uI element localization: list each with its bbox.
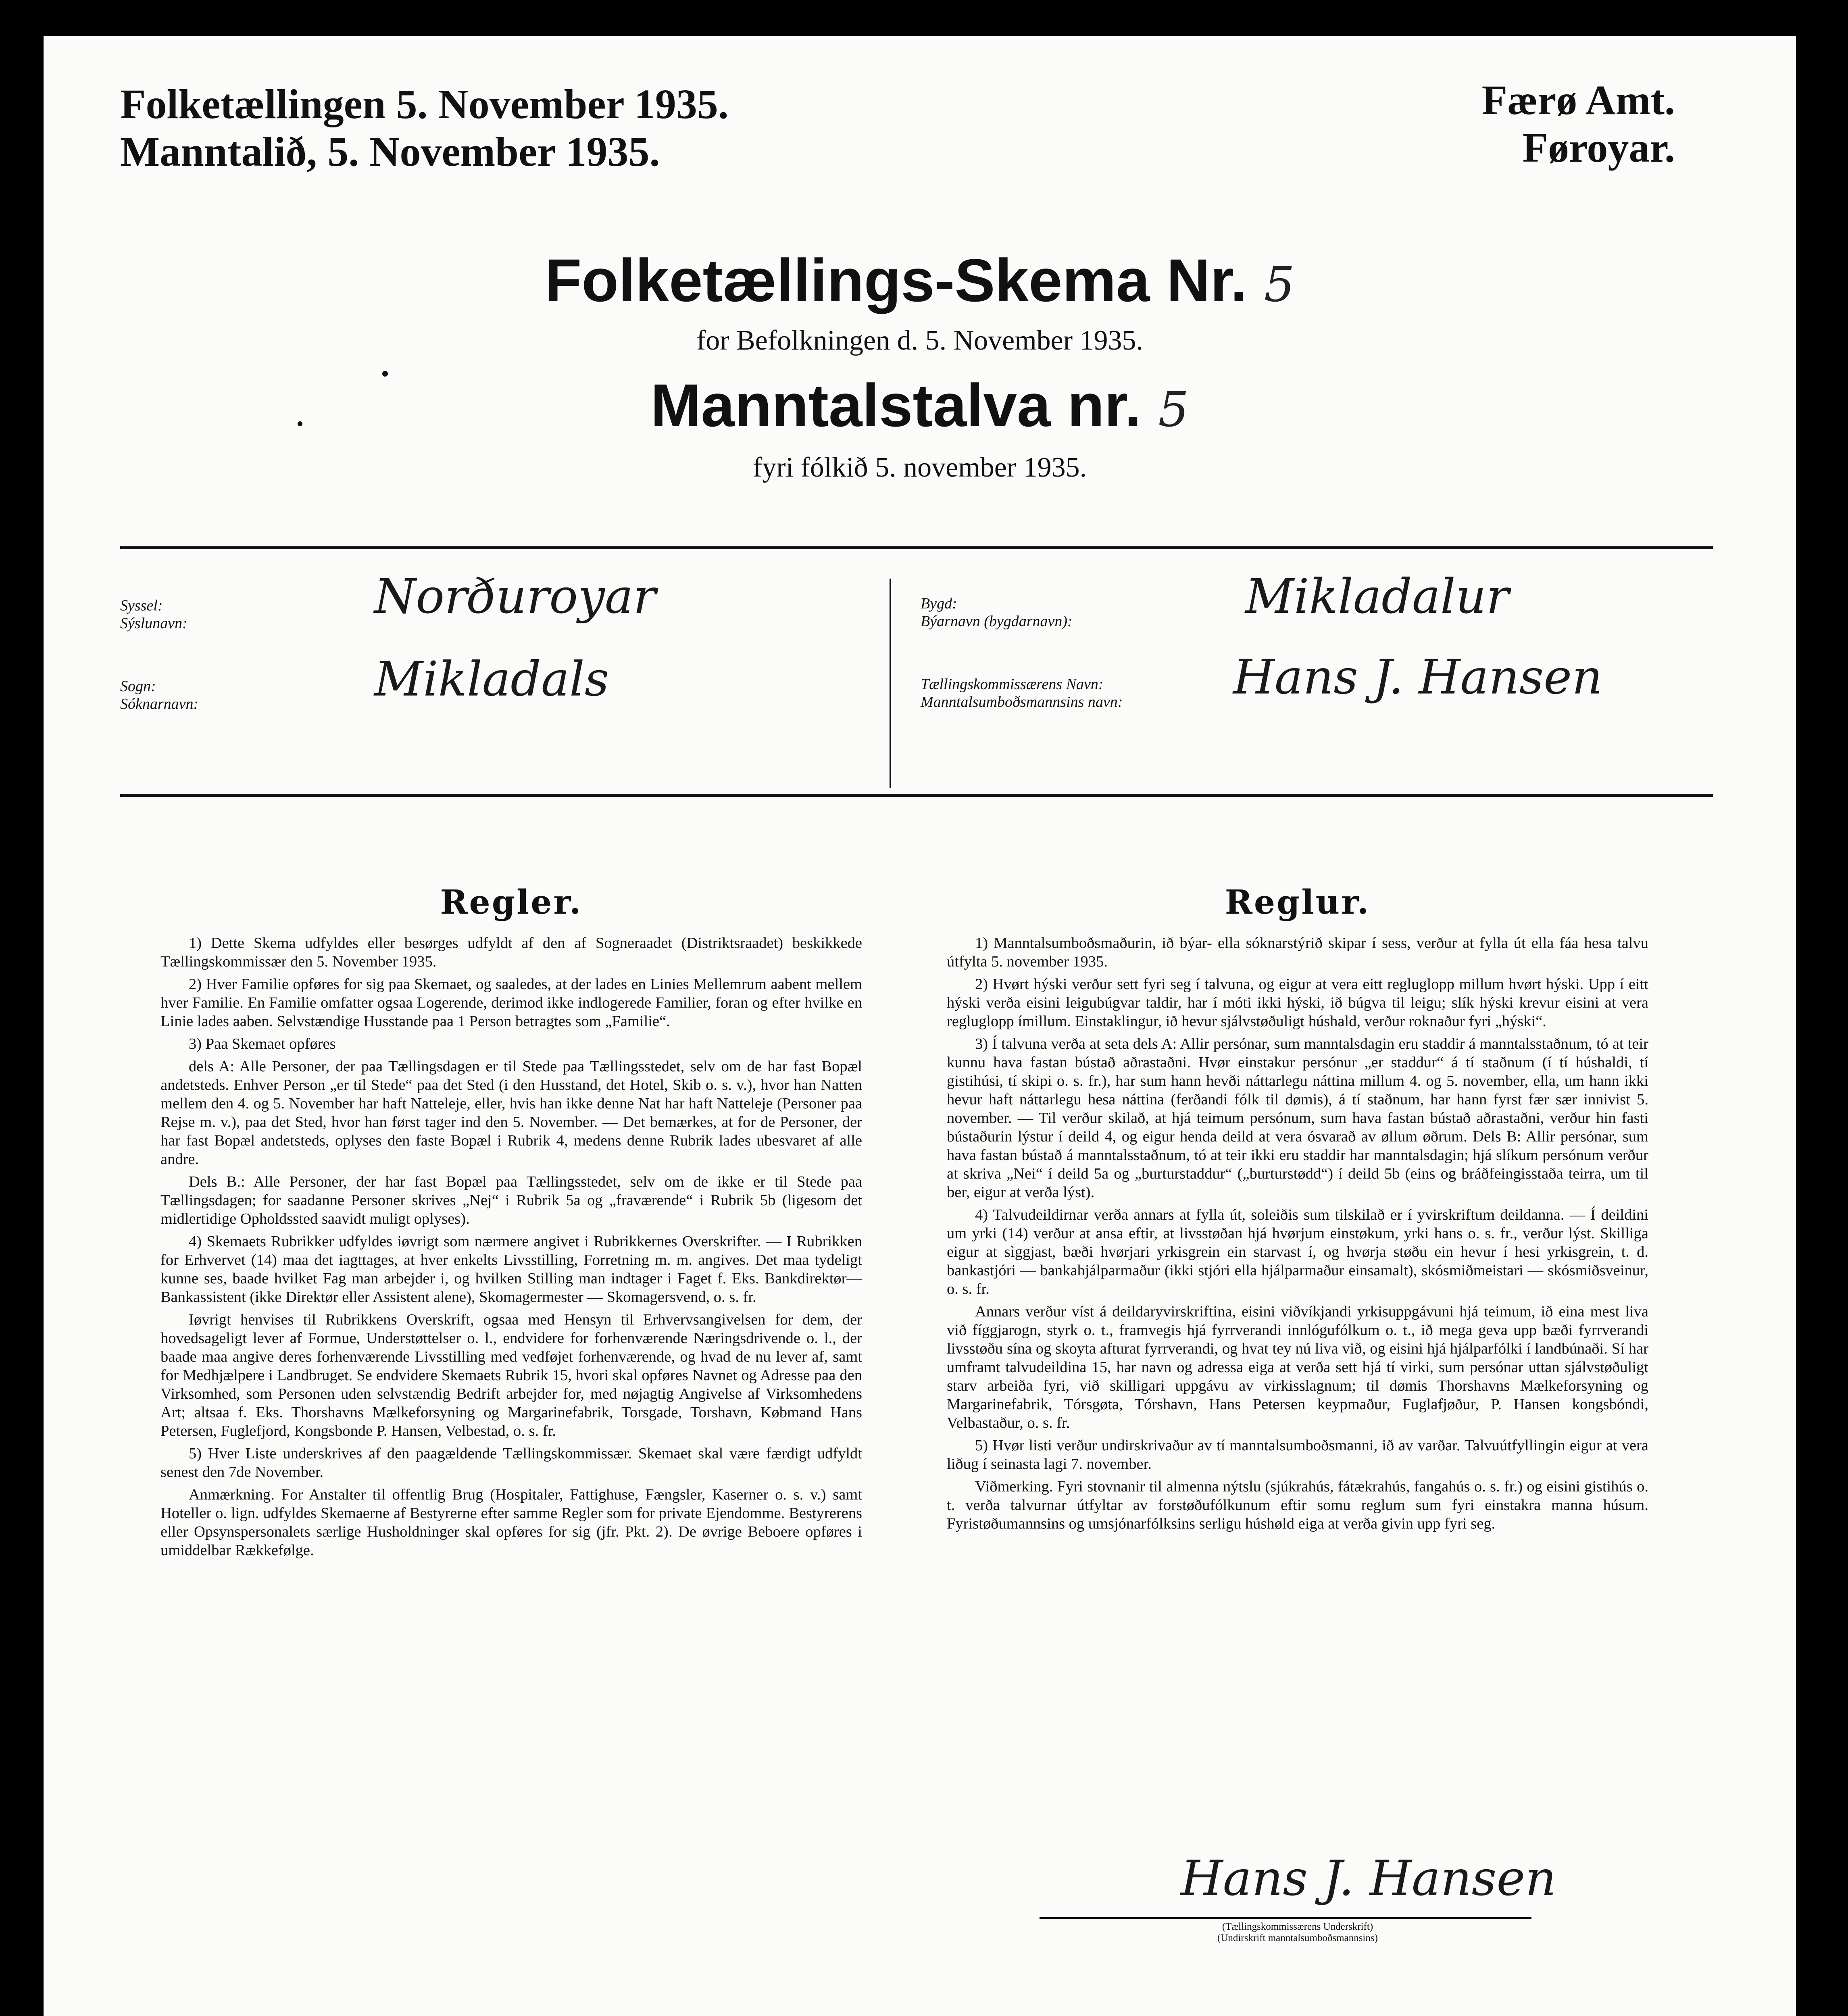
title-faroese-text: Manntalstalva nr. [650, 371, 1142, 439]
reglur-rule-2: 2) Hvørt hýski verður sett fyri seg í talvuna, og eigur at vera eitt regluglopp millum hvørt hýski. Upp í eitt hýski verða eisini leigubúgvar taldir, har í móti ikki hýski, ið búgva til leigu; slík hýski krevur eisini at vera regluglopp ímillum. Einstaklingur, ið hevur sjálvstøðuligt húshald, verður roknaður fyri „hýski“. [947, 976, 1648, 1030]
syssel-label [120, 597, 188, 632]
header-left [120, 81, 729, 176]
header-left-line1: Folketællingen 5. November 1935. [120, 81, 729, 127]
signature-line [1040, 1917, 1531, 1919]
kommissaer-value: Hans J. Hansen [1233, 649, 1603, 705]
reglur-section [947, 883, 1648, 1537]
sogn-label-da: Sogn: [120, 678, 156, 695]
kommissaer-label [921, 675, 1123, 711]
census-form-page [44, 36, 1796, 2016]
regler-rule-1: 1) Dette Skema udfyldes eller besørges udfyldt af den af Sogneraadet (Distriktsraadet) beskikkede Tællingskommissær den 5. November 1935. [160, 935, 862, 970]
sogn-value: Mikladals [374, 651, 609, 707]
regler-note: Anmærkning. For Anstalter til offentlig Brug (Hospitaler, Fattighuse, Fængsler, Kaserner o. s. v.) samt Hoteller o. lign. udfyldes Skemaerne af Bestyrerne efter samme Regler som for private Ejendomme. Bestyrerens eller Opsynspersonalets særlige Husholdninger skal opføres for sig (jfr. Pkt. 2). De øvrige Beboere opføres i umiddelbar Rækkefølge. [160, 1486, 862, 1559]
regler-rule-2: 2) Hver Familie opføres for sig paa Skemaet, og saaledes, at der lades en Linies Mellemrum aabent mellem hver Familie. En Familie omfatter ogsaa Logerende, derimod ikke indlogerede Familier, foran og efter hvilke en Linie lades aaben. Selvstændige Husstande paa 1 Person betragtes som „Familie“. [160, 976, 862, 1030]
title-faroese-number: 5 [1158, 382, 1189, 438]
header-right-line2: Føroyar. [1522, 125, 1675, 171]
kommissaer-label-da: Tællingskommissærens Navn: [921, 676, 1104, 693]
reglur-rule-1: 1) Manntalsumboðsmaðurin, ið býar- ella sóknarstýrið skipar í sess, verður at fylla út ella fáa hesa talvu útfylta 5. november 1935. [947, 935, 1648, 970]
bygd-label-fo: Býarnavn (bygdarnavn): [921, 613, 1073, 630]
reglur-rule-5: 5) Hvør listi verður undirskrivaður av tí manntalsumboðsmanni, ið av varðar. Talvuútfyllingin eigur at vera liðug í seinasta lagi 7. november. [947, 1437, 1648, 1472]
signature-caption-da: (Tællingskommissærens Underskrift) [1222, 1921, 1373, 1932]
reglur-rule-4b: Annars verður víst á deildaryvirskriftina, eisini viðvíkjandi yrkisuppgávuni hjá teimum, ið eina mest liva við fíggjarogn, styrk o. t., framvegis hjá fyrrverandi innlógufólkum o. t., ið mega geva upp bæði fyrrverandi livsstøðu sína og skoyta afturat fyrrverandi, og hvat tey nú liva við, og eisini hjá hjálparfólki í landbúnaði. Sí har umframt talvudeildina 15, har navn og adressa eiga at verða sett hjá tí virki, sum persónar uttan sjálvstøðuligt starv arbeiða fyri, við skilligari uppgávu av virkisslagnum; til dømis Thorshavns Mælkeforsyning og Margarinefabrik, Tórsgøta, Tórshavn, Hans Petersen keypmaður, Fuglafjøður, P. Hansen kongsbóndi, Velbastaður, o. s. fr. [947, 1303, 1648, 1431]
sogn-label [120, 677, 198, 713]
signature-caption-fo: (Undirskrift manntalsumboðsmannsins) [1217, 1933, 1378, 1943]
bygd-value: Mikladalur [1245, 569, 1509, 624]
reglur-rule-4: 4) Talvudeildirnar verða annars at fylla út, soleiðis sum tilskilað er í yvirskriftum deildanna. — Í deildini um yrki (14) verður at ansa eftir, at livsstøðan hjá hvørjum einstøkum, yrki hans o. s. fr., verður lýst. Skilliga eigur at sìggjast, bæði hvørjari yrkisgrein ein starvast í, og hvørja støðu ein hevur í hesi yrkisgrein, t. d. bankastjóri — bankahjálparmaður (ikki stjóri ella hjálparmaður einsamalt), skósmiðmeistari — skósmiðsveinur, o. s. fr. [947, 1206, 1648, 1297]
regler-section [160, 883, 862, 1564]
regler-rule-4b: Iøvrigt henvises til Rubrikkens Overskrift, ogsaa med Hensyn til Erhvervsangivelsen for dem, der hovedsageligt lever af Formue, Understøttelser o. l., endvidere for forhenværende Næringsdrivende o. l., der baade maa angive deres forhenværende Livsstilling med vedføjet forhenværende, og hvad de nu lever af, samt for Medhjælpere i Landbruget. Se endvidere Skemaets Rubrik 15, hvori skal opføres Navnet og Adresse paa den Virksomhed, som Personen uden selvstændig Bedrift arbejder for, med nøjagtig Angivelse af Virksomhedens Art; altsaa f. Eks. Thorshavns Mælkeforsyning og Margarinefabrik, Torsgade, Torshavn, Købmand Hans Petersen, Fuglefjord, Kongsbonde P. Hansen, Velbestad, o. s. fr. [160, 1311, 862, 1439]
signature-caption [1116, 1921, 1479, 1944]
regler-rule-4: 4) Skemaets Rubrikker udfyldes iøvrigt som nærmere angivet i Rubrikkernes Overskrifter. — I Rubrikken for Erhvervet (14) maa det iagttages, at hver enkelts Livsstilling, Forretning m. m. angives. Det maa tydeligt kunne ses, baade hvilket Fag man arbejder i, og hvilken Stilling man indtager i Faget f. Eks. Bankdirektør—Bankassistent (ikke Direktør eller Assistent alene), Skomagermester — Skomagersvend, o. s. fr. [160, 1233, 862, 1306]
regler-heading: Regler. [440, 883, 583, 922]
syssel-value: Norðuroyar [374, 569, 656, 624]
header-left-line2: Manntalið, 5. November 1935. [120, 129, 660, 175]
field-divider [890, 579, 891, 788]
title-danish-text: Folketællings-Skema Nr. [544, 246, 1248, 314]
bottom-rule [120, 794, 1713, 797]
kommissaer-label-fo: Manntalsumboðsmannsins navn: [921, 694, 1123, 710]
reglur-rule-3: 3) Í talvuna verða at seta dels A: Allir persónar, sum manntalsdagin eru staddir á manntalsstaðnum, tó at teir kunnu hava fastan bústað aðrastaðni. Hvør einstakur persónur „er staddur“ á tí staðnum (í tí húshaldi, tí gistihúsi, tí skipi o. s. fr.), har sum hann hevði náttarlegu náttina millum 4. og 5. november, ella, um hann ikki hevur haft náttarlegu hesa náttina (ferðandi fólk til dømis), á tí staðnum, har hann fyrst fær sær innivist 5. november. — Til verður skilað, at hjá teimum persónum, sum hava fastan bústað aðrastaðni, verður hin fasti bústaðurin lýstur í deild 4, og eigur henda deild at vera ósvarað av øllum øðrum. Dels B: Allir persónar, sum hava fastan bústað á manntalsstaðnum, tó at teir ikki eru staddir har manntalsdagin; hjá slíkum persónum verður at skriva „Nei“ í deild 5a og „burturstaddur“ („burturstødd“) í deild 5b (eins og bráðfeingisstaða teirra, um til ber, eigur at verða lýst). [947, 1035, 1648, 1201]
regler-rule-5: 5) Hver Liste underskrives af den paagældende Tællingskommissær. Skemaet skal være færdigt udfyldt senest den 7de November. [160, 1445, 862, 1481]
header-right-line1: Færø Amt. [1481, 77, 1675, 123]
header-right [1482, 77, 1675, 172]
title-danish-number: 5 [1264, 257, 1295, 313]
regler-rule-3b: Dels B.: Alle Personer, der har fast Bopæl paa Tællingsstedet, selv om de ikke er til Stede paa Tællingsdagen; for saadanne Personer skrives „Nej“ i Rubrik 5a og „fraværende“ i Rubrik 5b (ligesom det midlertidige Opholdssted saavidt muligt oplyses). [160, 1173, 862, 1227]
title-danish-subtitle: for Befolkningen d. 5. November 1935. [696, 325, 1144, 356]
bygd-label [921, 595, 1073, 630]
title-faroese-subtitle: fyri fólkið 5. november 1935. [752, 452, 1087, 483]
title-faroese [44, 371, 1796, 444]
sogn-label-fo: Sóknarnavn: [120, 696, 199, 712]
top-rule [120, 546, 1713, 549]
reglur-heading: Reglur. [1225, 883, 1371, 922]
syssel-label-fo: Sýslunavn: [120, 615, 188, 632]
ink-dot [298, 421, 302, 426]
syssel-label-da: Syssel: [120, 597, 163, 614]
regler-rule-3a: dels A: Alle Personer, der paa Tællingsdagen er til Stede paa Tællingsstedet, selv om de har fast Bopæl andetsteds. Enhver Person „er til Stede“ paa det Sted (i den Husstand, det Hotel, Skib o. s. v.), hvor han Natten mellem den 4. og 5. November har haft Natteleje, eller, hvis han ikke denne Nat har haft Natteleje (Personer paa Rejse m. v.), paa det Sted, hvor han først tager ind den 5. November. — Det bemærkes, at for de Personer, der har fast Bopæl andetsteds, oplyses den faste Bopæl i Rubrik 4, medens denne Rubrik lades ubesvaret af alle andre. [160, 1058, 862, 1168]
bygd-label-da: Bygd: [921, 595, 957, 612]
ink-dot [382, 371, 388, 377]
signature-handwriting: Hans J. Hansen [1181, 1851, 1556, 1907]
regler-rule-3: 3) Paa Skemaet opføres [189, 1035, 336, 1052]
title-danish [44, 246, 1796, 319]
reglur-note: Viðmerking. Fyri stovnanir til almenna nýtslu (sjúkrahús, fátækrahús, fangahús o. s. fr.) og eisini gistihús o. t. verða talvurnar útfyltar av forstøðufólkunum eftir somu reglum sum fyri einstakra manna húsum. Fyristøðumannsins og umsjónarfólksins serligu húshøld eiga at verða givin upp fyri seg. [947, 1478, 1648, 1532]
